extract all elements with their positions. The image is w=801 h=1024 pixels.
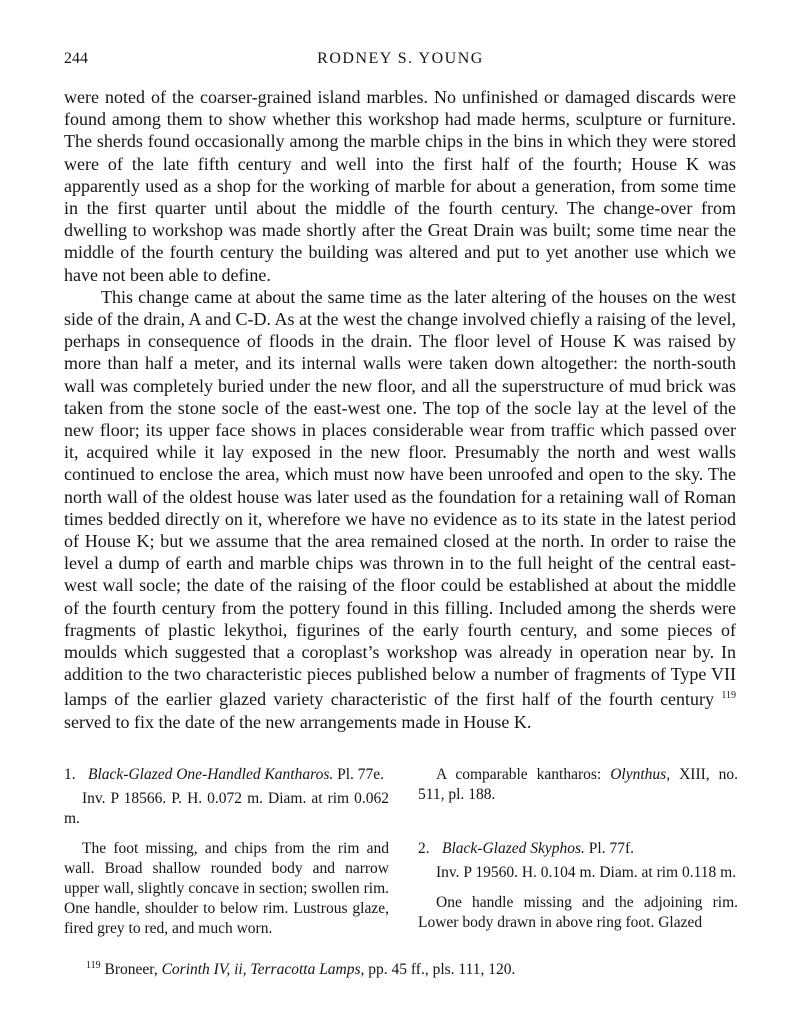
footnote — [86, 960, 515, 979]
catalog-column-right — [418, 765, 738, 933]
paragraph-2-end: served to fix the date of the new arrangements made in House K. — [64, 711, 532, 732]
catalog-item-1-heading — [64, 765, 389, 785]
catalog-item-1-inventory: Inv. P 18566. P. H. 0.072 m. Diam. at rim 0.062 m. — [64, 790, 389, 827]
catalog-item-2-title: Black-Glazed Skyphos. — [442, 840, 585, 857]
catalog-item-2-plate: Pl. 77f. — [588, 840, 634, 857]
paragraph-2-main: This change came at about the same time as the later altering of the houses on the west side of the drain, A and C-D. As at the west the change involved chiefly a raising of the level, perhaps in consequence of floods in the drain. The floor level of House K was raised by more than half a meter, and its internal walls were taken down altogether: the north-south wall was completely buried under the new floor, and all the superstructure of mud brick was taken from the stone socle of the east-west one. The top of the socle lay at the level of the new floor; its upper face shows in places considerable wear from traffic which passed over it, acquired while it lay exposed in the new floor. Presumably the north and west walls continued to enclose the area, which must now have been unroofed and open to the sky. The north wall of the oldest house was later used as the foundation for a retaining wall of Roman times bedded directly on it, wherefore we have no evidence as to its state in the latest period of House K; but we assume that the area remained closed at the north. In order to raise the level a dump of earth and marble chips was thrown in to the full height of the central east-west wall socle; the date of the raising of the floor could be established at about the middle of the fourth century from the pottery found in this filling. Included among the sherds were fragments of plastic lekythoi, figurines of the early fourth century, and some pieces of moulds which suggested that a coroplast’s workshop was already in operation near by. In addition to the two characteristic pieces published below a number of fragments of Type VII lamps of the earlier glazed variety characteristic of the first half of the fourth century — [64, 286, 736, 710]
main-text — [64, 86, 736, 733]
footnote-number: 119 — [86, 960, 101, 971]
page-header — [64, 50, 737, 72]
comparison-rest: XIII, no. 511, pl. 188. — [418, 766, 739, 803]
comparison-prefix: A comparable kantharos: — [436, 766, 602, 783]
comparison-reference: Olynthus, — [610, 766, 671, 783]
spacer — [418, 805, 738, 839]
catalog-item-2-inventory: Inv. P 19560. H. 0.104 m. Diam. at rim 0.118 m. — [436, 864, 737, 881]
footnote-title: Corinth IV, ii, Terracotta Lamps, — [161, 961, 365, 979]
catalog-item-1-description: The foot missing, and chips from the rim and wall. Broad shallow rounded body and narrow upper wall, slightly concave in section; swollen rim. One handle, shoulder to below rim. Lustrous glaze, fired grey to red, and much worn. — [64, 840, 389, 937]
catalog-item-2-description: One handle missing and the adjoining rim. Lower body drawn in above ring foot. Glazed — [418, 894, 738, 931]
catalog-item-1-comparison — [418, 765, 738, 805]
catalog-item-1-title: Black-Glazed One-Handled Kantharos. — [88, 766, 334, 783]
catalog-item-1-number: 1. — [64, 766, 76, 783]
paragraph-2 — [64, 286, 736, 733]
catalog-column-left — [64, 765, 389, 939]
paragraph-1: were noted of the coarser-grained island marbles. No unfinished or damaged discards were found among them to show whether this workshop had made herms, sculpture or furniture. The sherds found occasionally among the marble chips in the bins in which they were stored were of the late fifth century and well into the first half of the fourth; House K was apparently used as a shop for the working of marble for about a generation, from some time in the first quarter until about the middle of the fourth century. The change-over from dwelling to workshop was made shortly after the Great Drain was built; some time near the middle of the fourth century the building was altered and put to yet another use which we have not been able to define. — [64, 87, 736, 285]
running-head: RODNEY S. YOUNG — [317, 50, 484, 67]
catalog-item-2-number: 2. — [418, 840, 430, 857]
footnote-reference: 119 — [721, 690, 736, 702]
catalog-item-1-plate: Pl. 77e. — [337, 766, 385, 783]
footnote-rest: pp. 45 ff., pls. 111, 120. — [368, 961, 516, 979]
page-number: 244 — [64, 50, 88, 67]
catalog-item-2-heading — [418, 839, 738, 859]
footnote-author: Broneer, — [104, 961, 158, 979]
